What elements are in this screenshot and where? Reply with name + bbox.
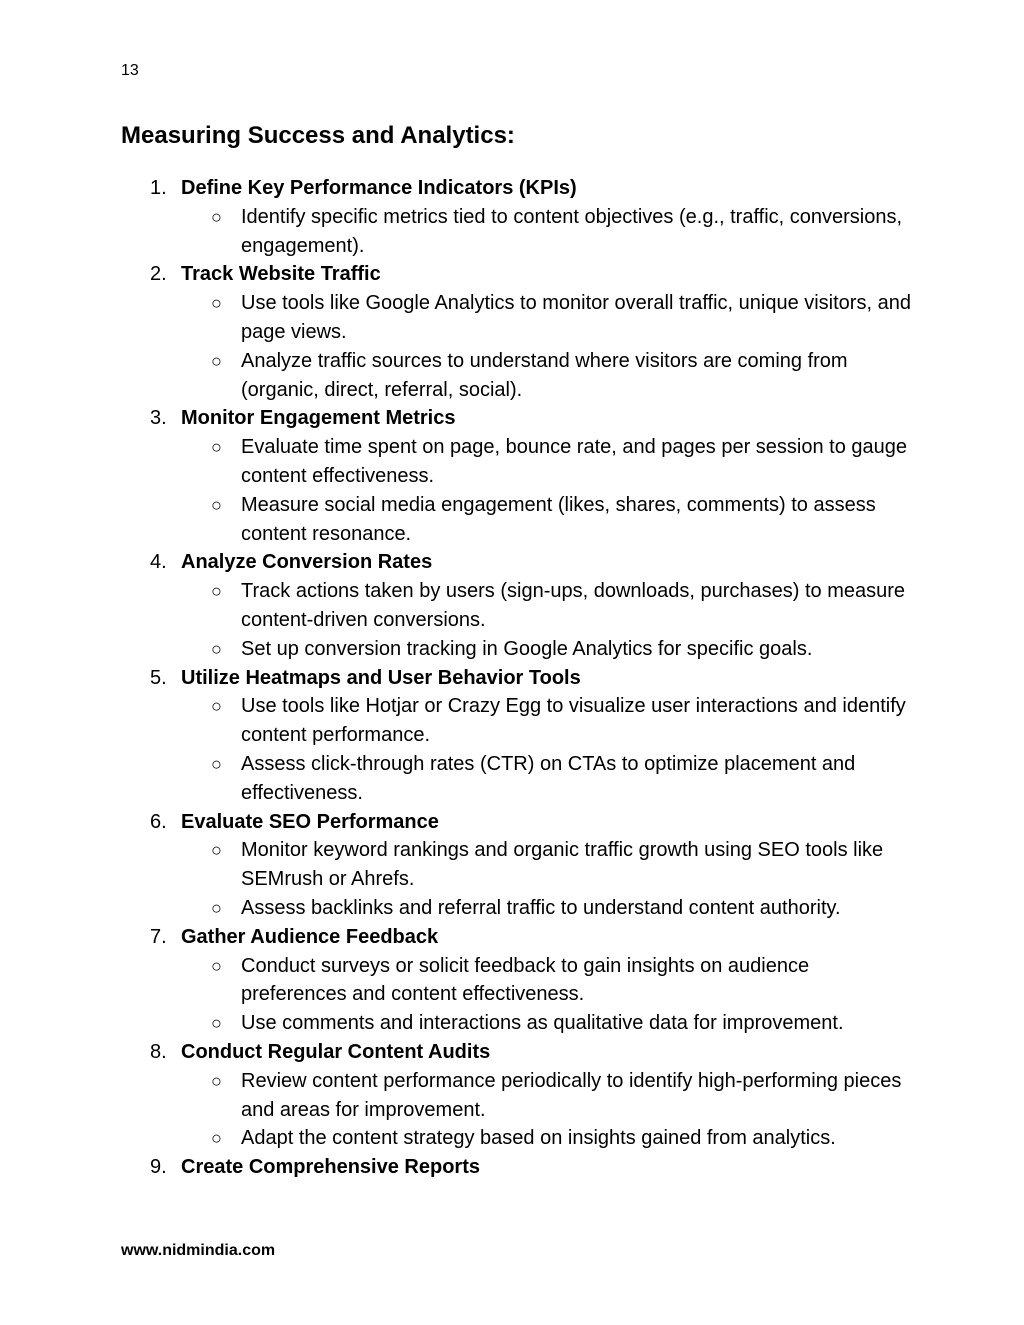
hollow-circle-bullet-icon: ○ — [211, 437, 222, 458]
hollow-circle-bullet-icon: ○ — [211, 350, 222, 371]
step-title: Monitor Engagement Metrics — [181, 407, 456, 430]
sub-point — [121, 1067, 911, 1125]
footer-website: www.nidmindia.com — [121, 1242, 276, 1259]
sub-point-list — [121, 577, 911, 663]
step-item — [121, 260, 911, 404]
sub-point — [121, 577, 911, 635]
hollow-circle-bullet-icon: ○ — [211, 494, 222, 515]
step-item — [121, 664, 911, 808]
sub-point-list — [121, 836, 911, 922]
sub-point-text: Measure social media engagement (likes, shares, comments) to assess content resonance. — [241, 493, 876, 545]
sub-point — [121, 952, 911, 1010]
sub-point — [121, 1009, 911, 1038]
hollow-circle-bullet-icon: ○ — [211, 638, 222, 659]
step-number: 8. — [150, 1040, 167, 1063]
sub-point-text: Analyze traffic sources to understand where visitors are coming from (organic, direct, referral, social). — [241, 349, 848, 401]
page-heading: Measuring Success and Analytics: — [121, 122, 515, 149]
sub-point — [121, 289, 911, 347]
hollow-circle-bullet-icon: ○ — [211, 581, 222, 602]
step-item — [121, 174, 911, 260]
sub-point-text: Evaluate time spent on page, bounce rate, and pages per session to gauge content effectiveness. — [241, 436, 908, 487]
hollow-circle-bullet-icon: ○ — [211, 1128, 222, 1149]
sub-point-list — [121, 952, 911, 1038]
hollow-circle-bullet-icon: ○ — [211, 897, 222, 918]
sub-point-list — [121, 692, 911, 807]
step-number: 7. — [150, 925, 167, 948]
sub-point-text: Adapt the content strategy based on insights gained from analytics. — [241, 1127, 836, 1150]
sub-point-text: Monitor keyword rankings and organic traffic growth using SEO tools like SEMrush or Ahrefs. — [241, 839, 884, 891]
hollow-circle-bullet-icon: ○ — [211, 696, 222, 717]
step-number: 3. — [150, 407, 167, 430]
sub-point-list — [121, 289, 911, 404]
step-item — [121, 1153, 911, 1182]
step-number: 6. — [150, 810, 167, 833]
step-item — [121, 548, 911, 663]
sub-point-text: Assess backlinks and referral traffic to understand content authority. — [241, 896, 841, 919]
step-title: Analyze Conversion Rates — [181, 551, 433, 574]
sub-point — [121, 692, 911, 750]
sub-point-text: Assess click-through rates (CTR) on CTAs to optimize placement and effectiveness. — [241, 752, 856, 804]
sub-point-text: Track actions taken by users (sign-ups, downloads, purchases) to measure content-driven conversions. — [241, 580, 906, 631]
sub-point-text: Identify specific metrics tied to content objectives (e.g., traffic, conversions, engagement). — [241, 205, 903, 257]
step-title: Evaluate SEO Performance — [181, 810, 439, 833]
hollow-circle-bullet-icon: ○ — [211, 955, 222, 976]
step-item — [121, 923, 911, 1038]
step-number: 4. — [150, 551, 167, 574]
hollow-circle-bullet-icon: ○ — [211, 1013, 222, 1034]
hollow-circle-bullet-icon: ○ — [211, 840, 222, 861]
sub-point-list — [121, 433, 911, 548]
sub-point-text: Use tools like Google Analytics to monitor overall traffic, unique visitors, and page views. — [241, 292, 911, 343]
step-item — [121, 808, 911, 923]
step-number: 1. — [150, 177, 167, 199]
sub-point — [121, 433, 911, 491]
step-number: 2. — [150, 263, 167, 286]
sub-point — [121, 750, 911, 808]
hollow-circle-bullet-icon: ○ — [211, 1070, 222, 1091]
step-title: Create Comprehensive Reports — [181, 1156, 480, 1179]
sub-point-text: Conduct surveys or solicit feedback to gain insights on audience preferences and content effectiveness. — [241, 954, 810, 1006]
hollow-circle-bullet-icon: ○ — [211, 293, 222, 314]
step-title: Conduct Regular Content Audits — [181, 1040, 491, 1063]
sub-point-list — [121, 1067, 911, 1153]
step-title: Utilize Heatmaps and User Behavior Tools — [181, 666, 581, 689]
hollow-circle-bullet-icon: ○ — [211, 206, 222, 227]
sub-point — [121, 347, 911, 405]
sub-point-text: Use tools like Hotjar or Crazy Egg to visualize user interactions and identify content performance. — [241, 695, 906, 747]
step-item — [121, 404, 911, 548]
step-number: 9. — [150, 1156, 167, 1179]
sub-point — [121, 491, 911, 549]
step-item — [121, 1038, 911, 1153]
sub-point — [121, 894, 911, 923]
hollow-circle-bullet-icon: ○ — [211, 753, 222, 774]
sub-point — [121, 203, 911, 261]
sub-point-text: Use comments and interactions as qualitative data for improvement. — [241, 1012, 844, 1035]
sub-point-text: Set up conversion tracking in Google Analytics for specific goals. — [241, 637, 813, 660]
sub-point-text: Review content performance periodically to identify high-performing pieces and areas for improvement. — [241, 1069, 902, 1121]
step-title: Define Key Performance Indicators (KPIs) — [181, 177, 577, 199]
sub-point-list — [121, 203, 911, 261]
page-number: 13 — [121, 62, 139, 79]
step-title: Track Website Traffic — [181, 263, 381, 286]
sub-point — [121, 1124, 911, 1153]
step-title: Gather Audience Feedback — [181, 925, 439, 948]
step-number: 5. — [150, 666, 167, 689]
sub-point — [121, 635, 911, 664]
sub-point — [121, 836, 911, 894]
steps-list — [121, 174, 911, 1182]
